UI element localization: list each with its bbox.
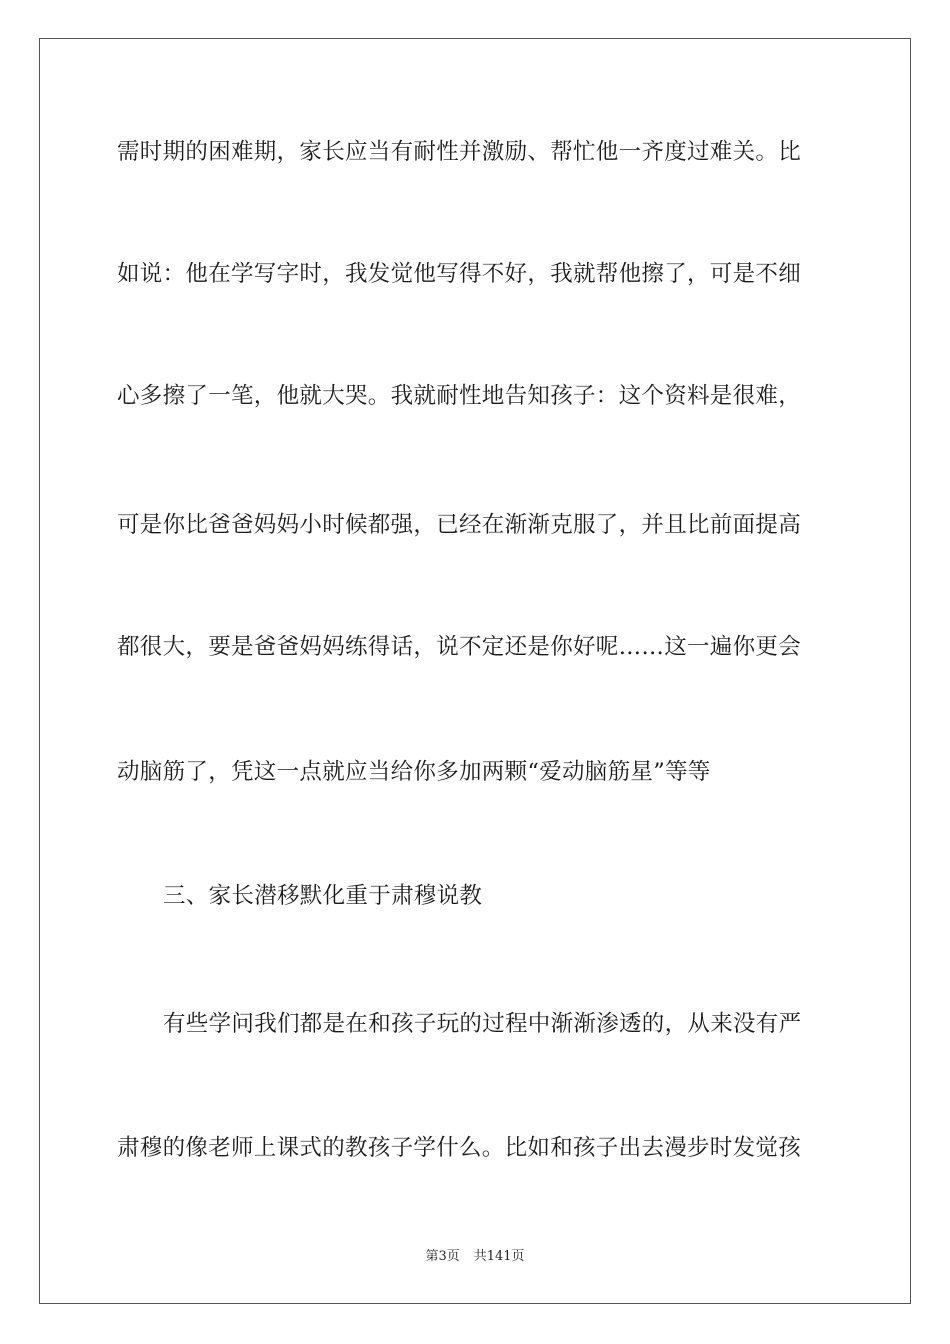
body-line-6: 动脑筋了，凭这一点就应当给你多加两颗“爱动脑筋星”等等 bbox=[117, 759, 711, 785]
body-line-8: 肃穆的像老师上课式的教孩子学什么。比如和孩子出去漫步时发觉孩 bbox=[117, 1135, 802, 1161]
page-number: 第3页 bbox=[425, 1249, 460, 1264]
body-line-1: 需时期的困难期，家长应当有耐性并激励、帮忙他一齐度过难关。比 bbox=[117, 139, 802, 165]
section-heading: 三、家长潜移默化重于肃穆说教 bbox=[163, 883, 483, 909]
body-line-2: 如说：他在学写字时，我发觉他写得不好，我就帮他擦了，可是不细 bbox=[117, 261, 802, 287]
body-line-5: 都很大，要是爸爸妈妈练得话，说不定还是你好呢……这一遍你更会 bbox=[117, 634, 802, 660]
body-line-4: 可是你比爸爸妈妈小时候都强，已经在渐渐克服了，并且比前面提高 bbox=[117, 512, 802, 538]
page-footer bbox=[0, 1248, 950, 1266]
body-line-3: 心多擦了一笔，他就大哭。我就耐性地告知孩子：这个资料是很难， bbox=[117, 383, 802, 409]
page-border bbox=[39, 38, 911, 1304]
page-total: 共141页 bbox=[473, 1249, 525, 1264]
body-line-7: 有些学问我们都是在和孩子玩的过程中渐渐渗透的，从来没有严 bbox=[163, 1011, 802, 1037]
